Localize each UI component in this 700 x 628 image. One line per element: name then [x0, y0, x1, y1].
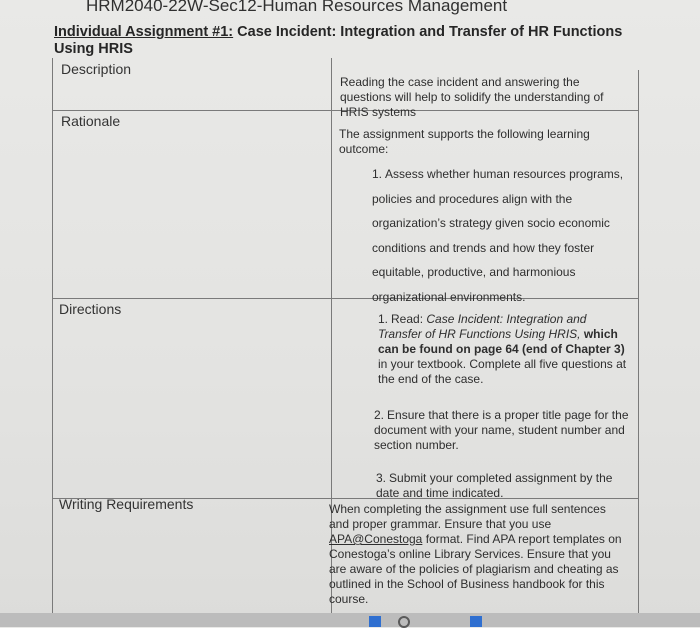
assignment-name: Case Incident: Integration and Transfer of HR Functions Using HRIS	[54, 24, 623, 57]
writing-text: format. Find APA report templates on Conestoga’s online Library Services. Ensure that you are aware of the policies of plagiarism and cheating as outlined in the School of Business handbook for this course.	[329, 532, 622, 606]
rationale-intro: The assignment supports the following learning outcome:	[339, 127, 590, 156]
step-text: in your textbook. Complete all five questions at the end of the case.	[378, 357, 627, 386]
apa-conestoga-link[interactable]: APA@Conestoga	[329, 532, 423, 546]
step-number: 3.	[376, 471, 387, 485]
step-number: 1.	[378, 312, 389, 326]
writing-requirements-text	[329, 502, 625, 607]
step-read-label: Read:	[391, 312, 427, 326]
step-text: Ensure that there is a proper title page for the document with your name, student number and section number.	[374, 408, 629, 452]
row-label-writing-requirements: Writing Requirements	[59, 496, 194, 512]
learning-outcome-item	[372, 162, 637, 309]
direction-step-2	[374, 408, 632, 453]
windows-icon[interactable]	[369, 616, 381, 627]
course-title: HRM2040-22W-Sec12-Human Resources Management	[86, 0, 508, 15]
table-border-left	[52, 58, 53, 613]
assignment-table	[52, 58, 640, 618]
description-text: Reading the case incident and answering the questions will help to solidify the understanding of HRIS systems	[340, 75, 604, 119]
search-icon[interactable]	[398, 616, 410, 628]
outcome-text: Assess whether human resources programs, policies and procedures align with the organization’s strategy given socio economic conditions and trends and how they foster equitable, productive, and harmonious organizational environments.	[372, 167, 624, 304]
writing-text: When completing the assignment use full sentences and proper grammar. Ensure that you use	[329, 502, 606, 531]
row-label-directions: Directions	[59, 301, 122, 317]
row-label-rationale: Rationale	[61, 113, 121, 129]
textbook-location: which can be found on page 64 (end of Chapter 3)	[378, 327, 625, 356]
direction-step-1	[378, 312, 628, 387]
assignment-number: Individual Assignment #1:	[54, 24, 234, 40]
taskbar	[0, 613, 700, 627]
outcome-number: 1.	[372, 167, 383, 181]
direction-step-3	[376, 471, 616, 501]
case-incident-title: Case Incident: Integration and Transfer of HR Functions Using HRIS,	[378, 312, 587, 341]
table-border-right	[638, 70, 639, 613]
app-icon[interactable]	[470, 616, 482, 627]
assignment-title	[54, 24, 654, 58]
step-number: 2.	[374, 408, 385, 422]
step-text: Submit your completed assignment by the date and time indicated.	[376, 471, 613, 500]
row-label-description: Description	[61, 61, 132, 77]
